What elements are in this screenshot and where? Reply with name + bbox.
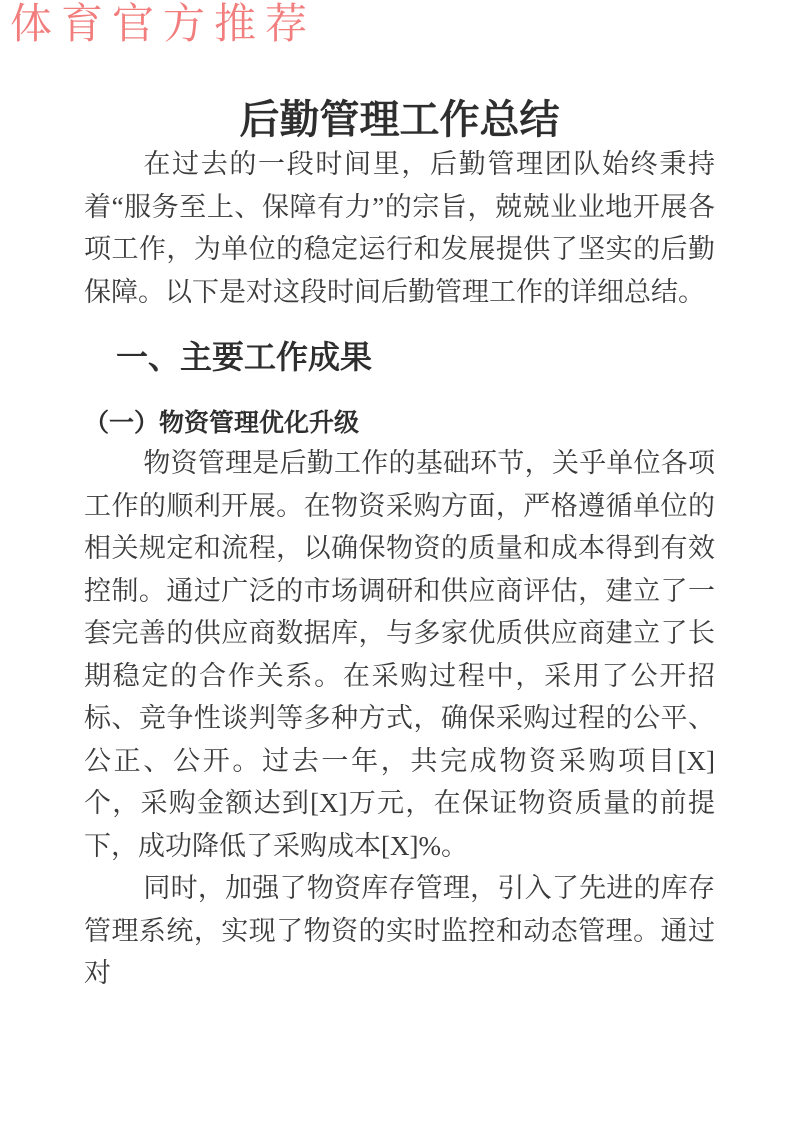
intro-paragraph: 在过去的一段时间里，后勤管理团队始终秉持着“服务至上、保障有力”的宗旨，兢兢业业地开展各项工作，为单位的稳定运行和发展提供了坚实的后勤保障。以下是对这段时间后勤管理工作的详细总结。 — [84, 149, 715, 307]
page-title: 后勤管理工作总结 — [239, 97, 560, 142]
subsection-heading-materials-management: （一）物资管理优化升级 — [84, 410, 360, 437]
materials-management-paragraph: 物资管理是后勤工作的基础环节，关乎单位各项工作的顺利开展。在物资采购方面，严格遵循单位的相关规定和流程，以确保物资的质量和成本得到有效控制。通过广泛的市场调研和供应商评估，建立了一套完善的供应商数据库，与多家优质供应商建立了长期稳定的合作关系。在采购过程中，采用了公开招标、竞争性谈判等多种方式，确保采购过程的公平、公正、公开。过去一年，共完成物资采购项目[X]个，采购金额达到[X]万元，在保证物资质量的前提下，成功降低了采购成本[X]%。 — [84, 448, 715, 861]
inventory-management-paragraph: 同时，加强了物资库存管理，引入了先进的库存管理系统，实现了物资的实时监控和动态管理。通过对 — [84, 873, 715, 988]
section-heading-main-achievements: 一、主要工作成果 — [116, 339, 373, 375]
watermark-text: 体育官方推荐 — [10, 2, 317, 48]
